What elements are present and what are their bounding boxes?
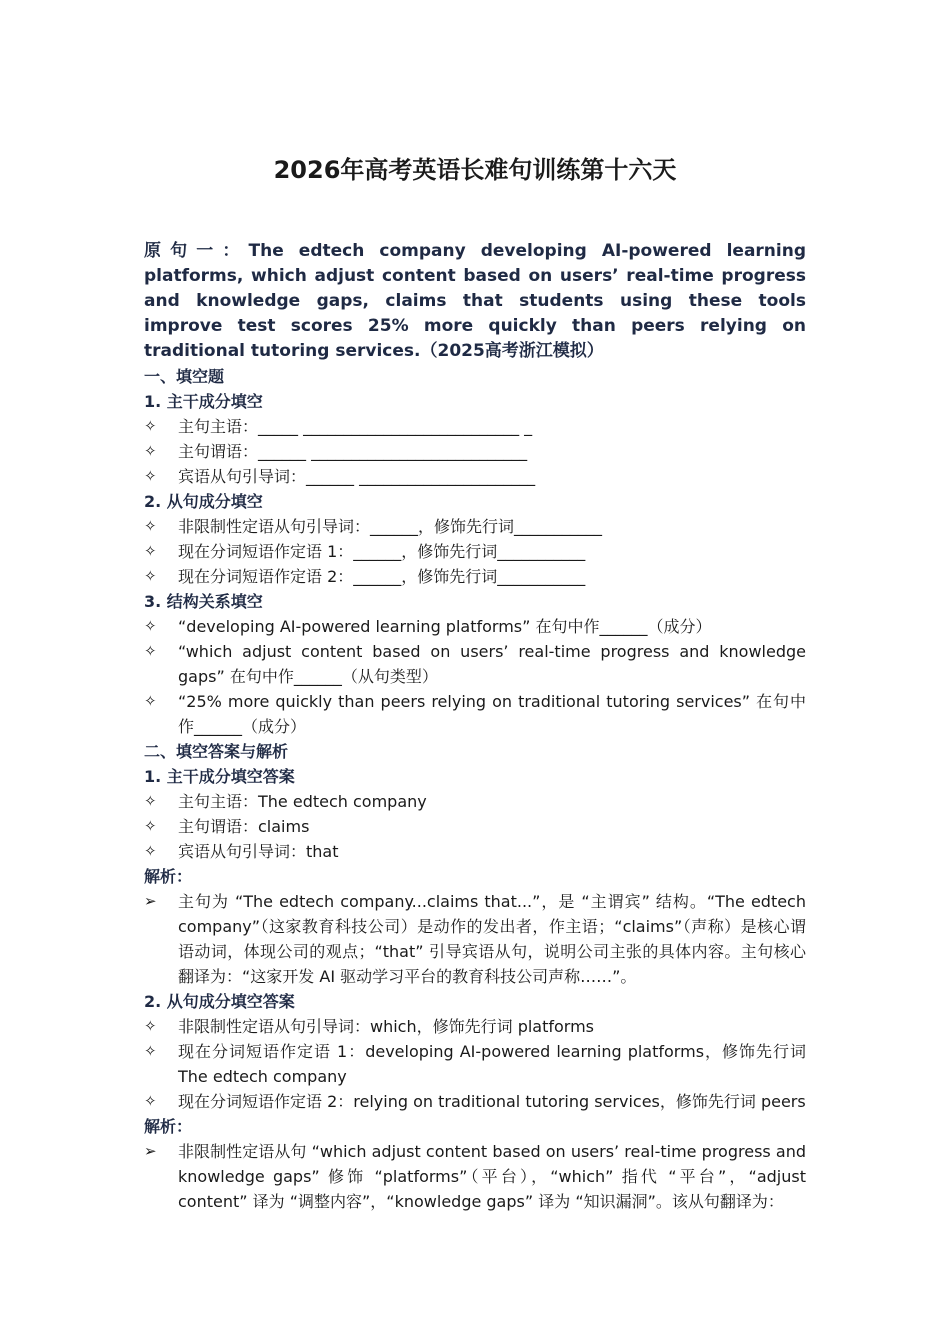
list-item: ✧ 主句谓语：claims <box>144 814 806 839</box>
star-bullet-icon: ✧ <box>144 1017 157 1035</box>
arrow-bullet-icon: ➢ <box>144 1142 157 1160</box>
star-bullet-icon: ✧ <box>144 467 157 485</box>
analysis-item: ➢ 非限制性定语从句 “which adjust content based on users’ real-time progress and knowledge gaps” 修饰 “platforms”（平台），“which” 指代 “平台”，“adjust content” 译为 “调整内容”，“knowledge gaps” 译为 “知识漏洞”。该从句翻译为： <box>144 1139 806 1214</box>
document-body <box>144 239 806 1214</box>
original-sentence <box>144 239 806 364</box>
star-bullet-icon: ✧ <box>144 842 157 860</box>
list-item: ✧ 现在分词短语作定语 1：______，修饰先行词___________ <box>144 539 806 564</box>
list-item: ✧ 主句谓语：______ ___________________________ <box>144 439 806 464</box>
list-item: ✧ 主句主语：The edtech company <box>144 789 806 814</box>
list-item: ✧ 非限制性定语从句引导词：which，修饰先行词 platforms <box>144 1014 806 1039</box>
star-bullet-icon: ✧ <box>144 567 157 585</box>
subheading-structure: 3. 结构关系填空 <box>144 592 263 611</box>
analysis-item: ➢ 主句为 “The edtech company...claims that...”，是 “主谓宾” 结构。“The edtech company”（这家教育科技公司）是动作的发出者，作主语；“claims”（声称）是核心谓语动词，体现公司的观点；“that” 引导宾语从句，说明公司主张的具体内容。主句核心翻译为：“这家开发 AI 驱动学习平台的教育科技公司声称……”。 <box>144 889 806 989</box>
arrow-bullet-icon: ➢ <box>144 892 157 910</box>
analysis-label: 解析： <box>144 867 193 886</box>
page-title: 2026年高考英语长难句训练第十六天 <box>273 156 677 184</box>
section-heading-fill-blanks: 一、填空题 <box>144 367 225 386</box>
star-bullet-icon: ✧ <box>144 517 157 535</box>
list-item: ✧ “which adjust content based on users’ real-time progress and knowledge gaps” 在句中作______（从句类型） <box>144 639 806 689</box>
list-item: ✧ 非限制性定语从句引导词：______，修饰先行词___________ <box>144 514 806 539</box>
list-item: ✧ 宾语从句引导词：______ ______________________ <box>144 464 806 489</box>
list-item: ✧ 现在分词短语作定语 1：developing AI-powered learning platforms，修饰先行词 The edtech company <box>144 1039 806 1089</box>
list-item: ✧ “25% more quickly than peers relying on traditional tutoring services” 在句中作______（成分） <box>144 689 806 739</box>
star-bullet-icon: ✧ <box>144 1042 157 1060</box>
star-bullet-icon: ✧ <box>144 442 157 460</box>
subheading-main-clause: 1. 主干成分填空 <box>144 392 263 411</box>
list-item: ✧ 现在分词短语作定语 2：______，修饰先行词___________ <box>144 564 806 589</box>
star-bullet-icon: ✧ <box>144 417 157 435</box>
subheading-main-clause-answers: 1. 主干成分填空答案 <box>144 767 295 786</box>
star-bullet-icon: ✧ <box>144 542 157 560</box>
list-item: ✧ “developing AI-powered learning platforms” 在句中作______（成分） <box>144 614 806 639</box>
list-item: ✧ 主句主语：_____ ___________________________ _ <box>144 414 806 439</box>
star-bullet-icon: ✧ <box>144 617 157 635</box>
subheading-clause: 2. 从句成分填空 <box>144 492 263 511</box>
star-bullet-icon: ✧ <box>144 1092 157 1110</box>
analysis-label: 解析： <box>144 1117 193 1136</box>
star-bullet-icon: ✧ <box>144 817 157 835</box>
star-bullet-icon: ✧ <box>144 642 157 660</box>
list-item: ✧ 现在分词短语作定语 2：relying on traditional tutoring services，修饰先行词 peers <box>144 1089 806 1114</box>
star-bullet-icon: ✧ <box>144 692 157 710</box>
original-sentence-text: The edtech company developing AI-powered learning platforms, which adjust content based on users’ real-time progress and knowledge gaps, claims that students using these tools improve test scores 25% more quickly than peers relying on traditional tutoring services.（2025高考浙江模拟） <box>144 241 807 361</box>
subheading-clause-answers: 2. 从句成分填空答案 <box>144 992 295 1011</box>
list-item: ✧ 宾语从句引导词：that <box>144 839 806 864</box>
star-bullet-icon: ✧ <box>144 792 157 810</box>
original-sentence-label: 原句一： <box>144 241 249 261</box>
section-heading-answers: 二、填空答案与解析 <box>144 742 289 761</box>
